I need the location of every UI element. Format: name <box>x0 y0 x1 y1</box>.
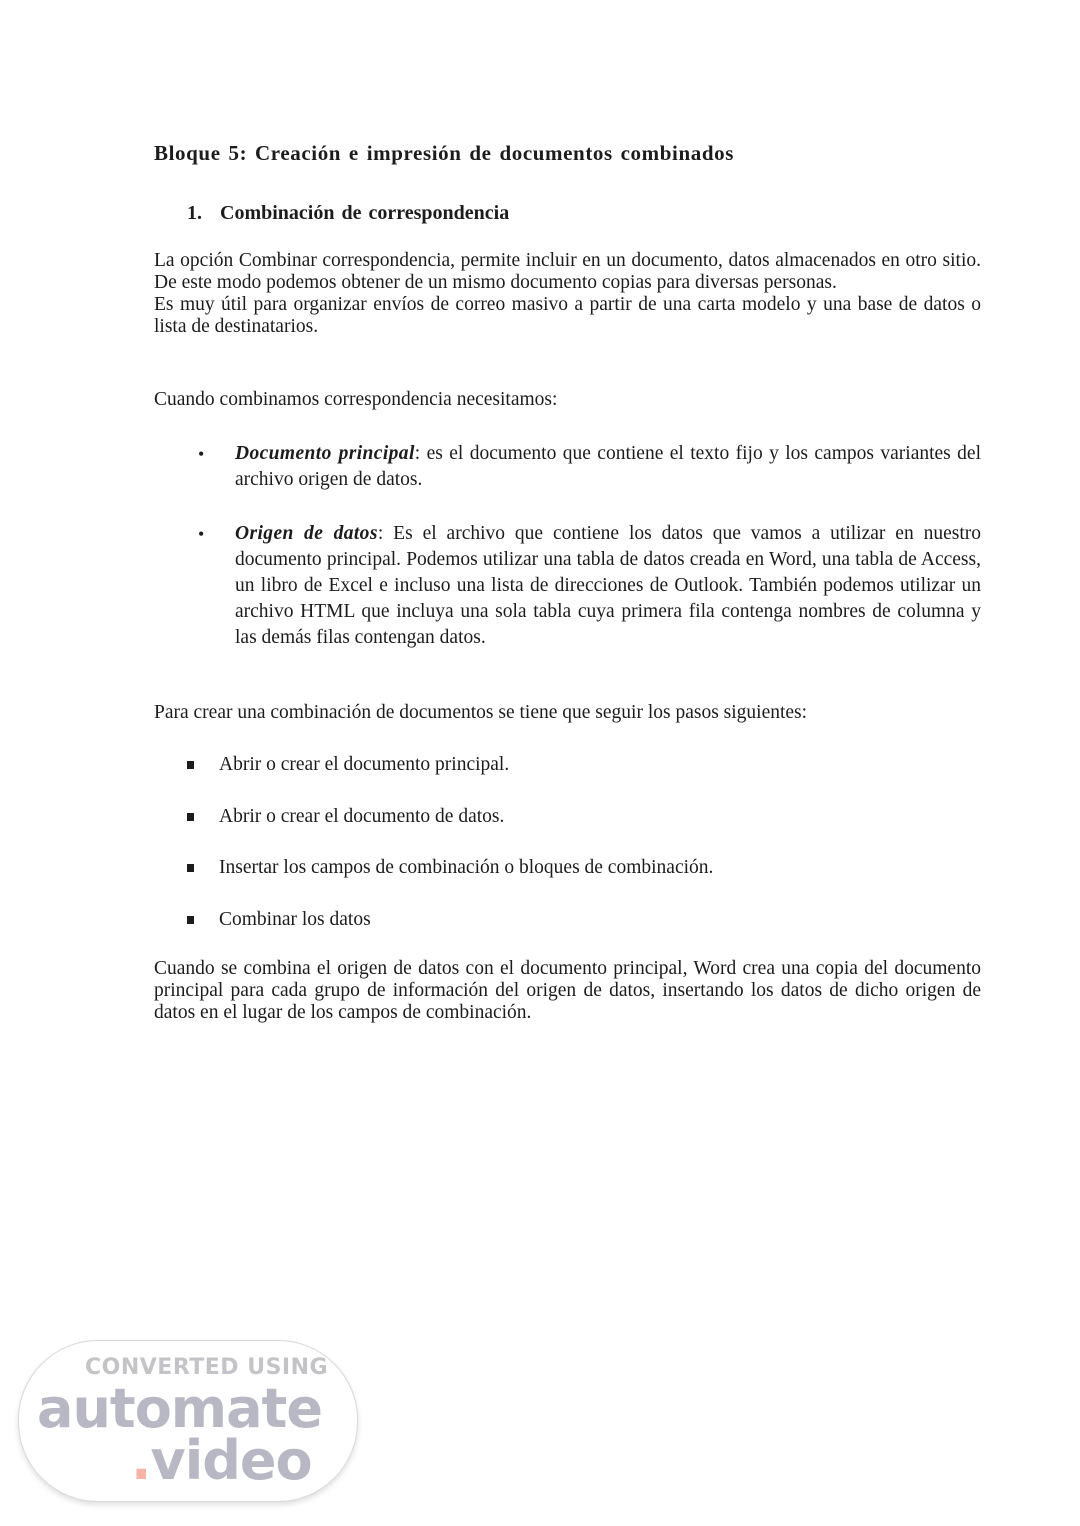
step-item <box>187 857 713 879</box>
step-item <box>187 754 509 776</box>
section-title: Combinación de correspondencia <box>220 202 510 224</box>
steps-intro: Para crear una combinación de documentos se tiene que seguir los pasos siguientes: <box>154 702 808 723</box>
needs-intro: Cuando combinamos correspondencia necesitamos: <box>154 389 558 410</box>
needs-description: : es el documento que contiene el texto fijo y los campos variantes del archivo origen de datos. <box>235 443 981 490</box>
page-title: Bloque 5: Creación e impresión de documentos combinados <box>154 141 734 165</box>
closing-paragraph <box>154 958 981 1024</box>
section-heading <box>187 202 509 225</box>
watermark-badge <box>18 1340 358 1502</box>
needs-item <box>198 521 981 651</box>
step-text: Abrir o crear el documento de datos. <box>219 806 505 827</box>
square-bullet-icon <box>187 761 194 769</box>
square-bullet-icon <box>187 813 194 821</box>
step-text: Insertar los campos de combinación o bloques de combinación. <box>219 857 714 878</box>
needs-term: Origen de datos <box>235 523 378 544</box>
bullet-dot-icon: • <box>198 524 205 544</box>
watermark-brand-line2 <box>131 1429 312 1492</box>
watermark-brand-video: video <box>150 1429 312 1492</box>
intro-paragraph-2: Es muy útil para organizar envíos de correo masivo a partir de una carta modelo y una base de datos o lista de destinatarios. <box>154 294 981 337</box>
step-item <box>187 806 504 828</box>
needs-description: : Es el archivo que contiene los datos que vamos a utilizar en nuestro documento principal. Podemos utilizar una tabla de datos creada en Word, una tabla de Access, un libro de Excel e incluso una lista de direcciones de Outlook. También podemos utilizar un archivo HTML que incluya una sola tabla cuya primera fila contenga nombres de columna y las demás filas contengan datos. <box>235 523 982 648</box>
intro-paragraph <box>154 250 981 338</box>
closing-paragraph-text: Cuando se combina el origen de datos con el documento principal, Word crea una copia del documento principal para cada grupo de información del origen de datos, insertando los datos de dicho origen de datos en el lugar de los campos de combinación. <box>154 958 981 1023</box>
step-item <box>187 909 371 931</box>
bullet-dot-icon: • <box>198 444 205 464</box>
section-number: 1. <box>187 202 202 224</box>
watermark-caption: CONVERTED USING <box>85 1355 329 1380</box>
watermark-brand-line1: automate <box>37 1377 322 1440</box>
square-bullet-icon <box>187 916 194 924</box>
needs-term: Documento principal <box>235 443 415 464</box>
watermark-dot-icon: . <box>131 1429 151 1492</box>
square-bullet-icon <box>187 864 194 872</box>
step-text: Combinar los datos <box>219 909 371 930</box>
needs-item <box>198 441 981 493</box>
intro-paragraph-1: La opción Combinar correspondencia, permite incluir en un documento, datos almacenados en otro sitio. De este modo podemos obtener de un mismo documento copias para diversas personas. <box>154 250 981 293</box>
step-text: Abrir o crear el documento principal. <box>219 754 510 775</box>
